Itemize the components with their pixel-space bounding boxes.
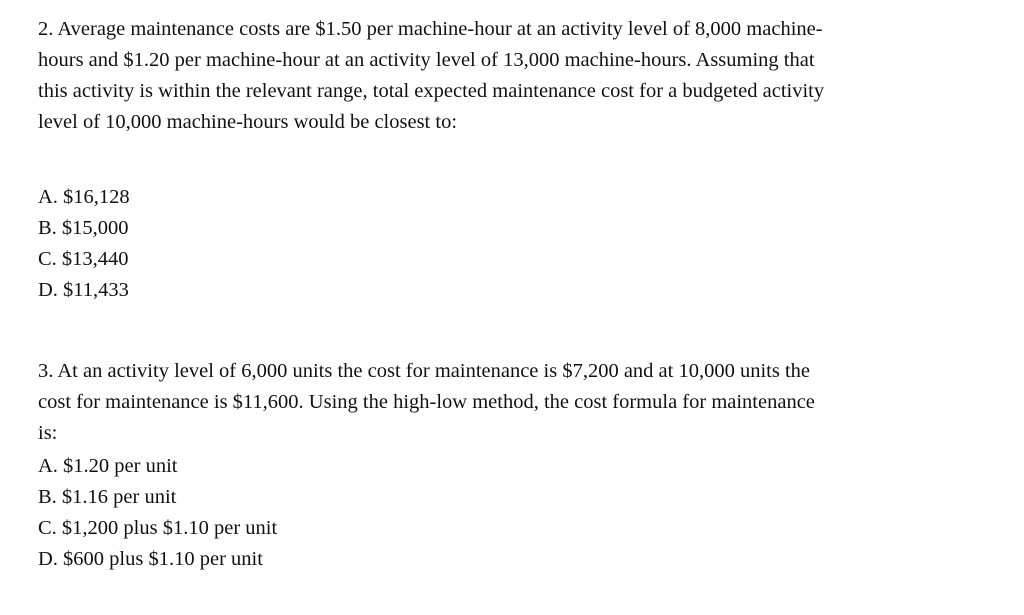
answer-option-c: C. $1,200 plus $1.10 per unit bbox=[38, 517, 278, 539]
question-stem bbox=[38, 356, 998, 449]
answer-option-d: D. $600 plus $1.10 per unit bbox=[38, 548, 263, 570]
stem-line: is: bbox=[38, 422, 58, 444]
answer-options bbox=[38, 451, 998, 575]
answer-option-a: A. $16,128 bbox=[38, 186, 130, 208]
question-2 bbox=[38, 14, 998, 306]
question-3 bbox=[38, 356, 998, 575]
answer-option-d: D. $11,433 bbox=[38, 279, 129, 301]
answer-option-b: B. $1.16 per unit bbox=[38, 486, 177, 508]
answer-option-a: A. $1.20 per unit bbox=[38, 455, 178, 477]
answer-option-b: B. $15,000 bbox=[38, 217, 129, 239]
stem-line: level of 10,000 machine-hours would be closest to: bbox=[38, 111, 458, 133]
stem-line: hours and $1.20 per machine-hour at an activity level of 13,000 machine-hours. Assuming that bbox=[38, 49, 815, 71]
stem-line: 2. Average maintenance costs are $1.50 per machine-hour at an activity level of 8,000 machine- bbox=[38, 18, 823, 40]
stem-line: cost for maintenance is $11,600. Using the high-low method, the cost formula for maintenance bbox=[38, 391, 815, 413]
answer-option-c: C. $13,440 bbox=[38, 248, 129, 270]
stem-line: 3. At an activity level of 6,000 units the cost for maintenance is $7,200 and at 10,000 units the bbox=[38, 360, 811, 382]
stem-line: this activity is within the relevant range, total expected maintenance cost for a budgeted activity bbox=[38, 80, 825, 102]
answer-options bbox=[38, 182, 998, 306]
question-stem bbox=[38, 14, 998, 138]
